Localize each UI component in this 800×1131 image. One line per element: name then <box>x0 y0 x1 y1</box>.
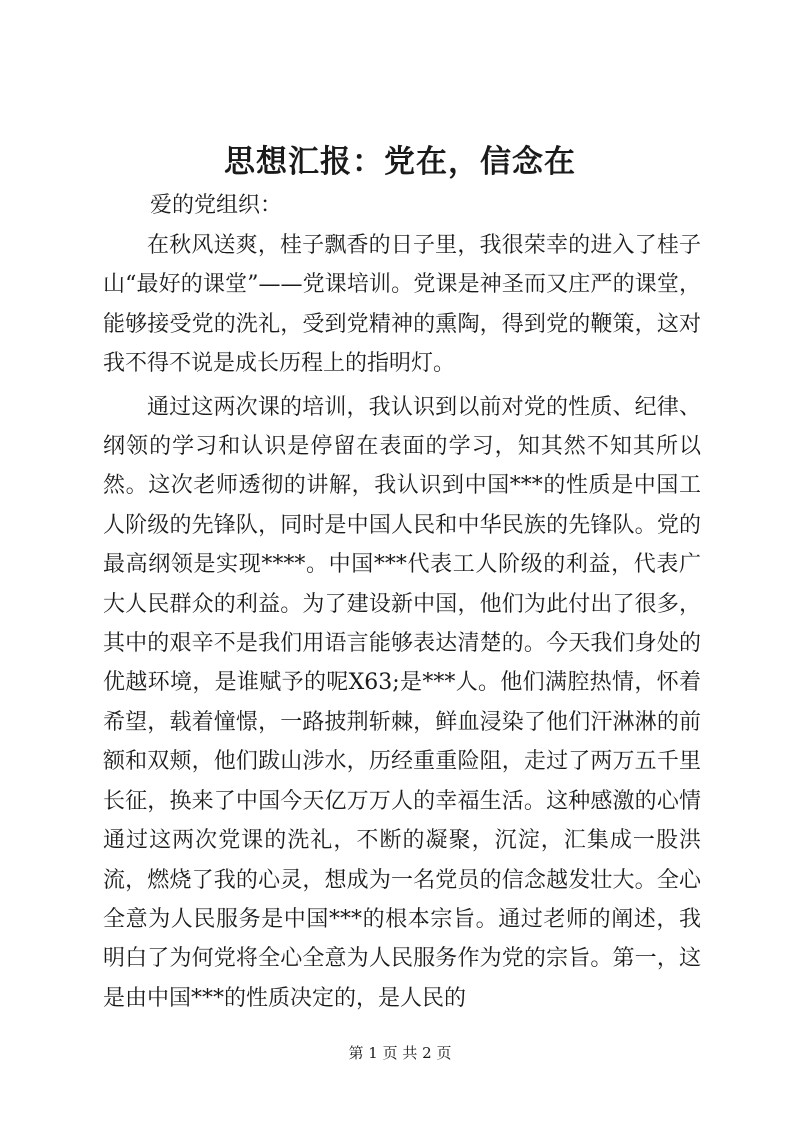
document-body <box>103 226 701 1022</box>
paragraph: 通过这两次课的培训，我认识到以前对党的性质、纪律、纲领的学习和认识是停留在表面的学习，知其然不知其所以然。这次老师透彻的讲解，我认识到中国***的性质是中国工人阶级的先锋队，同时是中国人民和中华民族的先锋队。党的最高纲领是实现****。中国***代表工人阶级的利益，代表广大人民群众的利益。为了建设新中国，他们为此付出了很多，其中的艰辛不是我们用语言能够表达清楚的。今天我们身处的优越环境，是谁赋予的呢X63;是***人。他们满腔热情，怀着希望，载着憧憬，一路披荆斩棘，鲜血浸染了他们汗淋淋的前额和双颊，他们跋山涉水，历经重重险阻，走过了两万五千里长征，换来了中国今天亿万万人的幸福生活。这种感激的心情通过这两次党课的洗礼，不断的凝聚，沉淀，汇集成一股洪流，燃烧了我的心灵，想成为一名党员的信念越发壮大。全心全意为人民服务是中国***的根本宗旨。通过老师的阐述，我明白了为何党将全心全意为人民服务作为党的宗旨。第一，这是由中国***的性质决定的，是人民的 <box>103 394 701 1011</box>
salutation: 爱的党组织： <box>150 193 283 218</box>
paragraph: 在秋风送爽，桂子飘香的日子里，我很荣幸的进入了桂子山“最好的课堂”——党课培训。党课是神圣而又庄严的课堂，能够接受党的洗礼，受到党精神的熏陶，得到党的鞭策，这对我不得不说是成长历程上的指明灯。 <box>103 233 701 377</box>
page-number: 第 1 页 共 2 页 <box>348 1044 452 1062</box>
document-title: 思想汇报：党在，信念在 <box>224 144 576 180</box>
